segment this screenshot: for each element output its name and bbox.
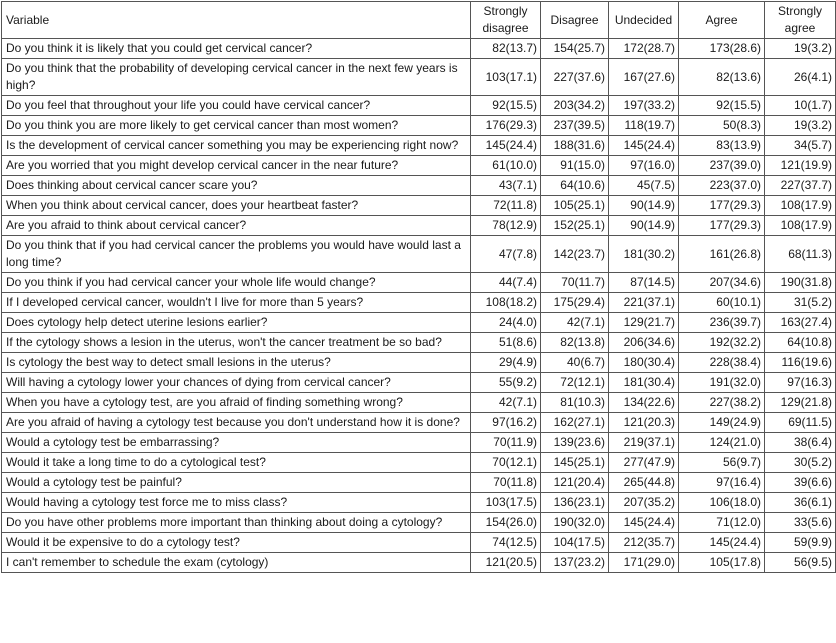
cell-agree: 177(29.3): [679, 196, 765, 216]
cell-variable: Do you feel that throughout your life you could have cervical cancer?: [2, 96, 471, 116]
cell-strongly-disagree: 103(17.1): [471, 59, 541, 96]
table-row: [2, 493, 836, 513]
cell-disagree: 139(23.6): [541, 433, 609, 453]
cell-variable: Do you think that the probability of developing cervical cancer in the next few years is high?: [2, 59, 471, 96]
cell-variable: Will having a cytology lower your chances of dying from cervical cancer?: [2, 373, 471, 393]
cell-variable: Do you think you are more likely to get cervical cancer than most women?: [2, 116, 471, 136]
cell-undecided: 145(24.4): [609, 513, 679, 533]
cell-strongly-agree: 163(27.4): [765, 313, 836, 333]
cell-variable: If I developed cervical cancer, wouldn't I live for more than 5 years?: [2, 293, 471, 313]
cell-agree: 92(15.5): [679, 96, 765, 116]
cell-agree: 177(29.3): [679, 216, 765, 236]
table-row: [2, 433, 836, 453]
cell-strongly-agree: 39(6.6): [765, 473, 836, 493]
cell-agree: 236(39.7): [679, 313, 765, 333]
cell-undecided: 180(30.4): [609, 353, 679, 373]
cell-variable: When you have a cytology test, are you afraid of finding something wrong?: [2, 393, 471, 413]
table-row: [2, 373, 836, 393]
cell-strongly-disagree: 70(11.9): [471, 433, 541, 453]
cell-strongly-disagree: 44(7.4): [471, 273, 541, 293]
cell-undecided: 207(35.2): [609, 493, 679, 513]
table-row: [2, 333, 836, 353]
header-strongly-agree: Strongly agree: [765, 2, 836, 39]
cell-strongly-disagree: 121(20.5): [471, 553, 541, 573]
cell-undecided: 206(34.6): [609, 333, 679, 353]
cell-strongly-disagree: 72(11.8): [471, 196, 541, 216]
cell-strongly-disagree: 51(8.6): [471, 333, 541, 353]
cell-agree: 228(38.4): [679, 353, 765, 373]
cell-agree: 207(34.6): [679, 273, 765, 293]
cell-variable: Would it take a long time to do a cytological test?: [2, 453, 471, 473]
cell-strongly-disagree: 92(15.5): [471, 96, 541, 116]
cell-undecided: 181(30.4): [609, 373, 679, 393]
cell-agree: 124(21.0): [679, 433, 765, 453]
cell-agree: 191(32.0): [679, 373, 765, 393]
table-row: [2, 59, 836, 96]
cell-disagree: 152(25.1): [541, 216, 609, 236]
cell-undecided: 118(19.7): [609, 116, 679, 136]
cell-agree: 83(13.9): [679, 136, 765, 156]
cell-variable: Are you afraid of having a cytology test because you don't understand how it is done?: [2, 413, 471, 433]
cell-strongly-agree: 30(5.2): [765, 453, 836, 473]
cell-undecided: 87(14.5): [609, 273, 679, 293]
cell-disagree: 154(25.7): [541, 39, 609, 59]
cell-strongly-agree: 34(5.7): [765, 136, 836, 156]
cell-undecided: 171(29.0): [609, 553, 679, 573]
cell-strongly-disagree: 145(24.4): [471, 136, 541, 156]
table-row: [2, 353, 836, 373]
cell-strongly-disagree: 24(4.0): [471, 313, 541, 333]
cell-disagree: 137(23.2): [541, 553, 609, 573]
header-agree: Agree: [679, 2, 765, 39]
cell-strongly-agree: 31(5.2): [765, 293, 836, 313]
cell-undecided: 121(20.3): [609, 413, 679, 433]
cell-strongly-agree: 227(37.7): [765, 176, 836, 196]
table-row: [2, 236, 836, 273]
header-undecided: Undecided: [609, 2, 679, 39]
cell-agree: 223(37.0): [679, 176, 765, 196]
cell-strongly-disagree: 42(7.1): [471, 393, 541, 413]
cell-variable: Would a cytology test be embarrassing?: [2, 433, 471, 453]
cell-undecided: 219(37.1): [609, 433, 679, 453]
cell-undecided: 181(30.2): [609, 236, 679, 273]
table-row: [2, 39, 836, 59]
cell-disagree: 142(23.7): [541, 236, 609, 273]
cell-variable: Would a cytology test be painful?: [2, 473, 471, 493]
cell-disagree: 203(34.2): [541, 96, 609, 116]
cell-agree: 145(24.4): [679, 533, 765, 553]
table-row: [2, 96, 836, 116]
cell-agree: 106(18.0): [679, 493, 765, 513]
cell-undecided: 197(33.2): [609, 96, 679, 116]
cell-strongly-disagree: 154(26.0): [471, 513, 541, 533]
cell-disagree: 136(23.1): [541, 493, 609, 513]
table-row: [2, 473, 836, 493]
cell-undecided: 45(7.5): [609, 176, 679, 196]
cell-agree: 237(39.0): [679, 156, 765, 176]
cell-undecided: 212(35.7): [609, 533, 679, 553]
cell-disagree: 64(10.6): [541, 176, 609, 196]
cell-disagree: 145(25.1): [541, 453, 609, 473]
table-row: [2, 156, 836, 176]
table-body: [2, 39, 836, 573]
cell-strongly-agree: 10(1.7): [765, 96, 836, 116]
cell-disagree: 105(25.1): [541, 196, 609, 216]
survey-table: [1, 1, 836, 573]
cell-variable: Would it be expensive to do a cytology test?: [2, 533, 471, 553]
cell-strongly-agree: 56(9.5): [765, 553, 836, 573]
cell-agree: 56(9.7): [679, 453, 765, 473]
cell-strongly-agree: 190(31.8): [765, 273, 836, 293]
cell-variable: Does cytology help detect uterine lesions earlier?: [2, 313, 471, 333]
cell-disagree: 40(6.7): [541, 353, 609, 373]
cell-strongly-agree: 26(4.1): [765, 59, 836, 96]
cell-strongly-disagree: 29(4.9): [471, 353, 541, 373]
cell-strongly-disagree: 70(11.8): [471, 473, 541, 493]
cell-disagree: 237(39.5): [541, 116, 609, 136]
cell-variable: Is the development of cervical cancer something you may be experiencing right now?: [2, 136, 471, 156]
cell-variable: Does thinking about cervical cancer scare you?: [2, 176, 471, 196]
cell-agree: 60(10.1): [679, 293, 765, 313]
cell-strongly-disagree: 78(12.9): [471, 216, 541, 236]
cell-strongly-agree: 64(10.8): [765, 333, 836, 353]
table-row: [2, 313, 836, 333]
cell-disagree: 82(13.8): [541, 333, 609, 353]
cell-strongly-disagree: 55(9.2): [471, 373, 541, 393]
cell-undecided: 277(47.9): [609, 453, 679, 473]
cell-undecided: 129(21.7): [609, 313, 679, 333]
table-row: [2, 513, 836, 533]
cell-disagree: 91(15.0): [541, 156, 609, 176]
cell-variable: Do you have other problems more important than thinking about doing a cytology?: [2, 513, 471, 533]
cell-disagree: 72(12.1): [541, 373, 609, 393]
cell-strongly-agree: 97(16.3): [765, 373, 836, 393]
table-row: [2, 273, 836, 293]
cell-agree: 227(38.2): [679, 393, 765, 413]
cell-strongly-agree: 116(19.6): [765, 353, 836, 373]
cell-agree: 161(26.8): [679, 236, 765, 273]
table-row: [2, 216, 836, 236]
cell-strongly-disagree: 70(12.1): [471, 453, 541, 473]
cell-disagree: 81(10.3): [541, 393, 609, 413]
cell-disagree: 175(29.4): [541, 293, 609, 313]
cell-disagree: 190(32.0): [541, 513, 609, 533]
cell-strongly-agree: 59(9.9): [765, 533, 836, 553]
cell-strongly-agree: 108(17.9): [765, 196, 836, 216]
cell-strongly-disagree: 97(16.2): [471, 413, 541, 433]
cell-strongly-disagree: 43(7.1): [471, 176, 541, 196]
table-row: [2, 453, 836, 473]
cell-variable: Do you think if you had cervical cancer your whole life would change?: [2, 273, 471, 293]
cell-strongly-agree: 36(6.1): [765, 493, 836, 513]
header-row: [2, 2, 836, 39]
cell-strongly-agree: 33(5.6): [765, 513, 836, 533]
table-row: [2, 196, 836, 216]
cell-strongly-disagree: 61(10.0): [471, 156, 541, 176]
cell-undecided: 90(14.9): [609, 196, 679, 216]
table-row: [2, 413, 836, 433]
cell-agree: 71(12.0): [679, 513, 765, 533]
cell-variable: Are you afraid to think about cervical cancer?: [2, 216, 471, 236]
header-strongly-disagree: Strongly disagree: [471, 2, 541, 39]
cell-disagree: 42(7.1): [541, 313, 609, 333]
header-disagree: Disagree: [541, 2, 609, 39]
table-row: [2, 293, 836, 313]
cell-variable: If the cytology shows a lesion in the uterus, won't the cancer treatment be so bad?: [2, 333, 471, 353]
cell-strongly-agree: 129(21.8): [765, 393, 836, 413]
cell-disagree: 188(31.6): [541, 136, 609, 156]
cell-undecided: 265(44.8): [609, 473, 679, 493]
cell-variable: Do you think it is likely that you could get cervical cancer?: [2, 39, 471, 59]
table-row: [2, 116, 836, 136]
table-row: [2, 393, 836, 413]
cell-strongly-disagree: 103(17.5): [471, 493, 541, 513]
cell-strongly-agree: 38(6.4): [765, 433, 836, 453]
table-row: [2, 533, 836, 553]
cell-strongly-agree: 108(17.9): [765, 216, 836, 236]
cell-undecided: 172(28.7): [609, 39, 679, 59]
cell-disagree: 121(20.4): [541, 473, 609, 493]
cell-agree: 97(16.4): [679, 473, 765, 493]
cell-strongly-agree: 19(3.2): [765, 116, 836, 136]
table-row: [2, 136, 836, 156]
cell-variable: I can't remember to schedule the exam (cytology): [2, 553, 471, 573]
cell-undecided: 90(14.9): [609, 216, 679, 236]
cell-strongly-agree: 68(11.3): [765, 236, 836, 273]
cell-disagree: 227(37.6): [541, 59, 609, 96]
cell-strongly-disagree: 74(12.5): [471, 533, 541, 553]
cell-strongly-disagree: 47(7.8): [471, 236, 541, 273]
cell-agree: 105(17.8): [679, 553, 765, 573]
cell-strongly-agree: 19(3.2): [765, 39, 836, 59]
cell-variable: Do you think that if you had cervical cancer the problems you would have would last a long time?: [2, 236, 471, 273]
cell-agree: 149(24.9): [679, 413, 765, 433]
cell-agree: 192(32.2): [679, 333, 765, 353]
cell-agree: 173(28.6): [679, 39, 765, 59]
cell-undecided: 97(16.0): [609, 156, 679, 176]
cell-agree: 82(13.6): [679, 59, 765, 96]
cell-strongly-disagree: 82(13.7): [471, 39, 541, 59]
cell-variable: When you think about cervical cancer, does your heartbeat faster?: [2, 196, 471, 216]
cell-variable: Is cytology the best way to detect small lesions in the uterus?: [2, 353, 471, 373]
cell-disagree: 104(17.5): [541, 533, 609, 553]
cell-strongly-disagree: 176(29.3): [471, 116, 541, 136]
cell-strongly-disagree: 108(18.2): [471, 293, 541, 313]
header-variable: Variable: [2, 2, 471, 39]
table-row: [2, 553, 836, 573]
cell-undecided: 221(37.1): [609, 293, 679, 313]
cell-strongly-agree: 69(11.5): [765, 413, 836, 433]
table-row: [2, 176, 836, 196]
cell-agree: 50(8.3): [679, 116, 765, 136]
cell-strongly-agree: 121(19.9): [765, 156, 836, 176]
cell-variable: Would having a cytology test force me to miss class?: [2, 493, 471, 513]
cell-disagree: 70(11.7): [541, 273, 609, 293]
cell-undecided: 145(24.4): [609, 136, 679, 156]
cell-variable: Are you worried that you might develop cervical cancer in the near future?: [2, 156, 471, 176]
cell-disagree: 162(27.1): [541, 413, 609, 433]
cell-undecided: 134(22.6): [609, 393, 679, 413]
cell-undecided: 167(27.6): [609, 59, 679, 96]
